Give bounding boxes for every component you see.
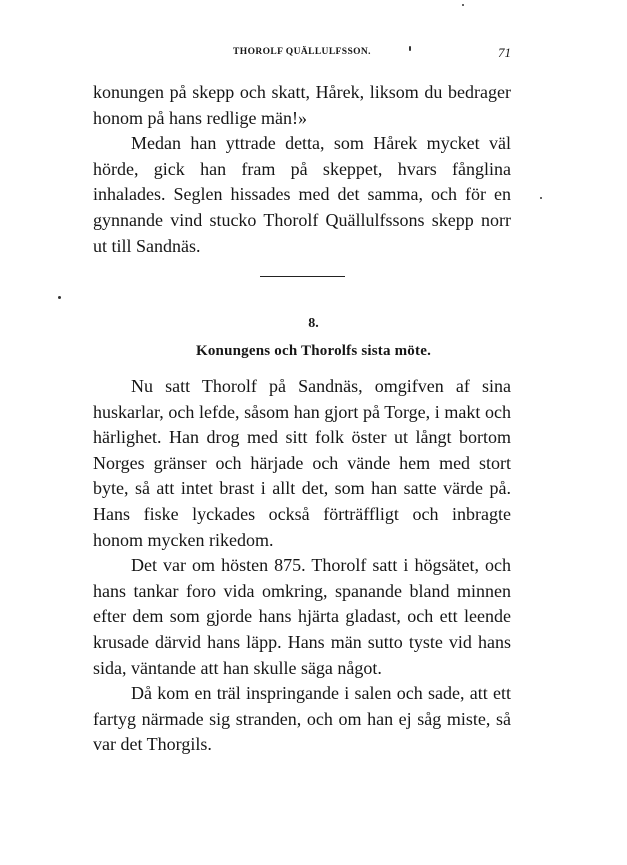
- paragraph: Medan han yttrade detta, som Hårek mycket väl hörde, gick han fram på skeppet, hvars fånglina inhalades. Seglen hissades med det samma, och för en gynnande vind stucko Thorolf Quällulfssons skepp norr ut till Sandnäs.: [93, 133, 511, 256]
- paragraph-continuation: konungen på skepp och skatt, Hårek, liksom du bedrager honom på hans redlige män!»: [93, 82, 511, 128]
- text-block-main: [93, 374, 511, 758]
- text-block-top: [93, 80, 511, 259]
- page-number: 71: [498, 45, 511, 60]
- paragraph: Det var om hösten 875. Thorolf satt i högsätet, och hans tankar foro vida omkring, spanande bland minnen efter dem som gjorde hans hjärta gladast, och ett leende krusade därvid hans läpp. Hans män sutto tyste vid hans sida, väntande att han skulle säga något.: [93, 555, 511, 678]
- print-speck: [58, 296, 61, 299]
- section-number: 8.: [308, 316, 319, 331]
- print-speck: [540, 197, 542, 199]
- print-speck: [462, 4, 464, 6]
- running-title: THOROLF QUÄLLULFSSON.: [233, 47, 371, 57]
- section-title: Konungens och Thorolfs sista möte.: [195, 343, 432, 359]
- paragraph: Nu satt Thorolf på Sandnäs, omgifven af sina huskarlar, och lefde, såsom han gjort på Torge, i makt och härlighet. Han drog med sitt folk öster ut långt bortom Norges gränser och härjade och vände hem med stort byte, så att intet brast i allt det, som han satte värde på. Hans fiske lyckades också förträffligt och inbragte honom mycken rikedom.: [93, 376, 511, 550]
- paragraph: Då kom en träl inspringande i salen och sade, att ett fartyg närmade sig stranden, och om han ej såg miste, så var det Thorgils.: [93, 683, 511, 755]
- running-head: [93, 47, 511, 67]
- print-speck: [409, 46, 411, 51]
- section-divider-rule: [260, 276, 345, 277]
